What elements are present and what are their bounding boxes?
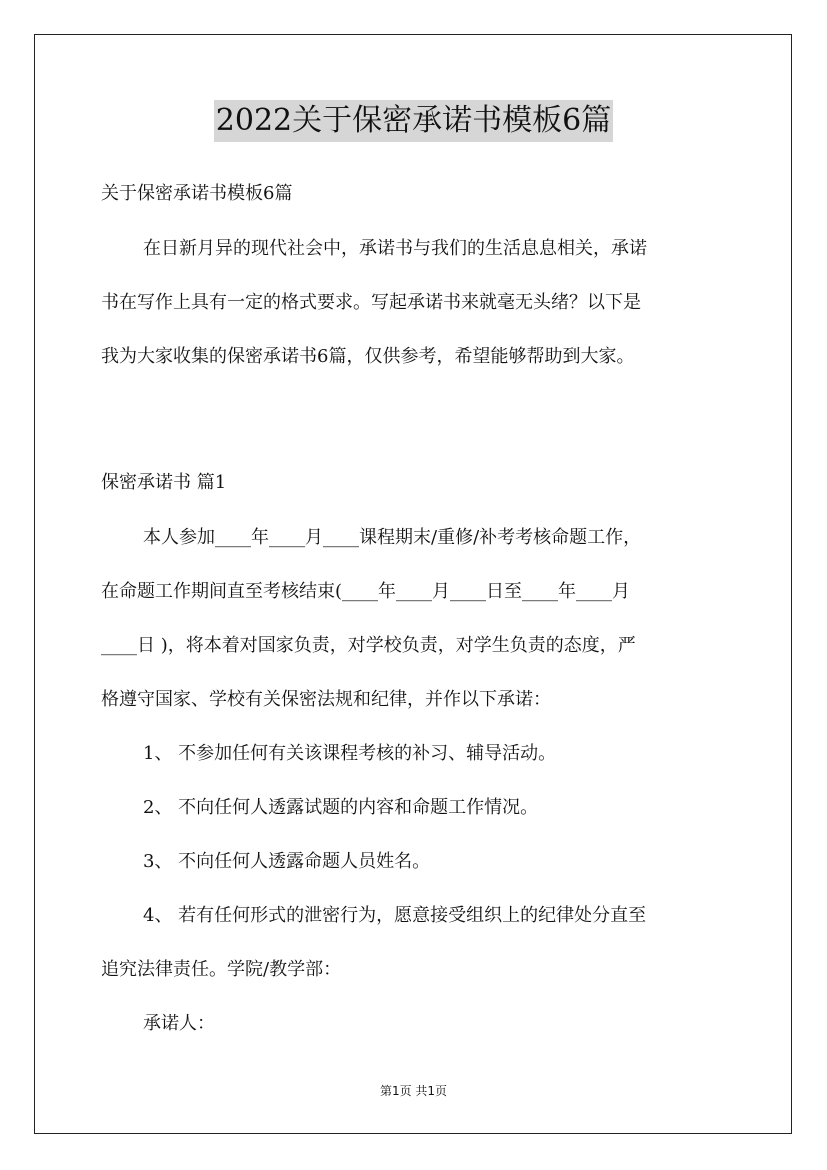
title-container — [0, 100, 827, 142]
commitment-line-2: 在命题工作期间直至考核结束(____年____月____日至____年____月 — [101, 581, 631, 602]
document-subtitle: 关于保密承诺书模板6篇 — [101, 183, 293, 204]
commitment-line-4: 格遵守国家、学校有关保密法规和纪律，并作以下承诺： — [101, 689, 551, 710]
promise-item-2: 2、 不向任何人透露试题的内容和命题工作情况。 — [143, 797, 539, 818]
document-body — [101, 176, 727, 1042]
intro-line-1: 在日新月异的现代社会中，承诺书与我们的生活息息相关，承诺 — [143, 238, 647, 259]
intro-line-2: 书在写作上具有一定的格式要求。写起承诺书来就毫无头绪？以下是 — [101, 292, 641, 313]
section-heading: 保密承诺书 篇1 — [101, 472, 227, 493]
commitment-line-3: ____日 )，将本着对国家负责，对学校负责，对学生负责的态度，严 — [101, 635, 636, 656]
intro-line-3: 我为大家收集的保密承诺书6篇，仅供参考，希望能够帮助到大家。 — [101, 346, 635, 367]
signer-label: 承诺人： — [143, 1013, 215, 1034]
promise-item-4-line-1: 4、 若有任何形式的泄密行为，愿意接受组织上的纪律处分直至 — [143, 905, 647, 926]
page-footer: 第1页 共1页 — [379, 1084, 448, 1098]
commitment-line-1: 本人参加____年____月____课程期末/重修/补考考核命题工作， — [143, 527, 642, 548]
document-title: 2022关于保密承诺书模板6篇 — [214, 100, 613, 142]
promise-item-3: 3、 不向任何人透露命题人员姓名。 — [143, 851, 431, 872]
promise-item-4-line-2: 追究法律责任。学院/教学部： — [101, 959, 342, 980]
promise-item-1: 1、 不参加任何有关该课程考核的补习、辅导活动。 — [143, 743, 557, 764]
